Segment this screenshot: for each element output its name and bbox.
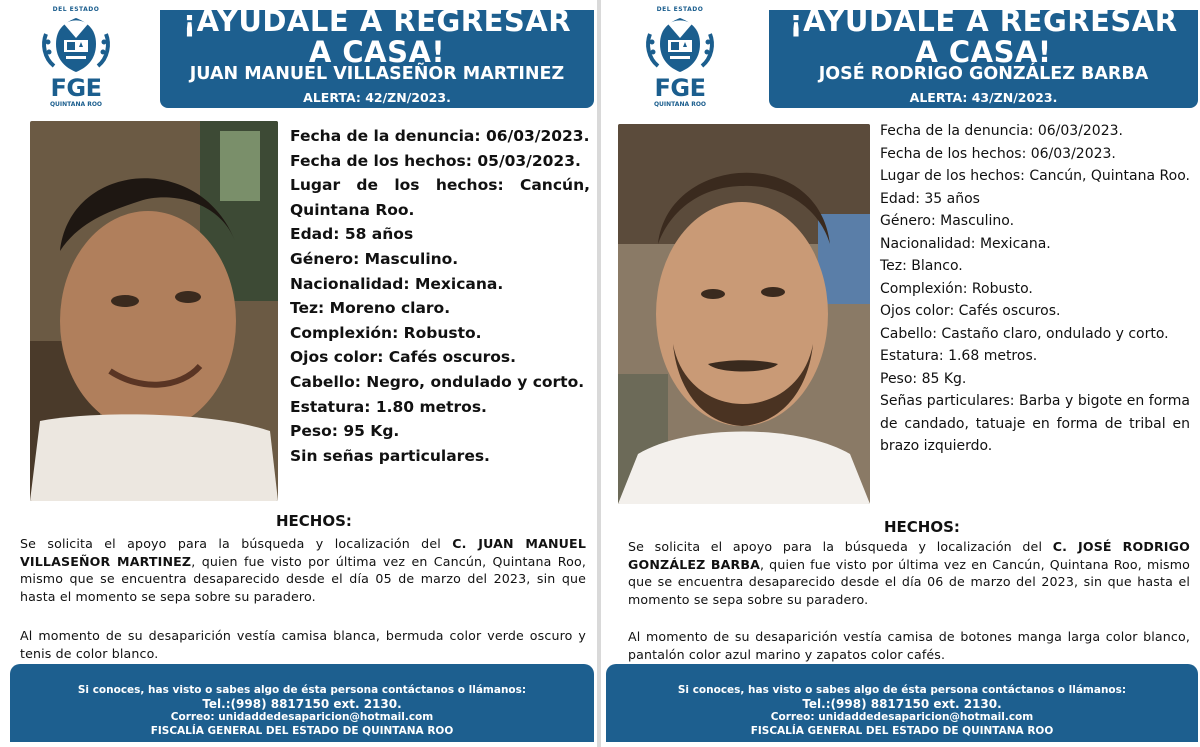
- hechos-heading: HECHOS:: [884, 518, 960, 536]
- detail-fecha-hechos: Fecha de los hechos: 06/03/2023.: [880, 145, 1116, 162]
- title-line-2: A CASA!: [308, 35, 446, 69]
- logo-abbreviation: FGE: [50, 74, 102, 102]
- person-name: JOSÉ RODRIGO GONZÁLEZ BARBA: [818, 64, 1149, 84]
- poster-header: [160, 4, 594, 108]
- logo-top-text: DEL ESTADO: [656, 6, 704, 13]
- detail-peso: Peso: 85 Kg.: [880, 370, 967, 387]
- hechos-paragraph-1: [20, 535, 586, 605]
- missing-person-poster-left: [0, 0, 594, 747]
- detail-fecha-hechos: Fecha de los hechos: 05/03/2023.: [290, 151, 581, 170]
- detail-cabello: Cabello: Negro, ondulado y corto.: [290, 372, 585, 391]
- detail-genero: Género: Masculino.: [880, 213, 1015, 229]
- hechos-paragraph-1: [628, 538, 1190, 608]
- detail-estatura: Estatura: 1.80 metros.: [290, 397, 487, 416]
- detail-fecha-denuncia: Fecha de la denuncia: 06/03/2023.: [880, 123, 1123, 139]
- detail-ojos: Ojos color: Cafés oscuros.: [880, 303, 1061, 319]
- missing-person-poster-right: [604, 0, 1198, 747]
- detail-tez: Tez: Moreno claro.: [290, 299, 451, 318]
- p1-person-name: C. JUAN MANUEL VILLASEÑOR MARTINEZ: [20, 536, 586, 569]
- title-line-1: ¡AYUDALE A REGRESAR: [182, 4, 572, 38]
- footer-call-to-action: Si conoces, has visto o sabes algo de ésta persona contáctanos o llámanos:: [677, 684, 1127, 696]
- title-line-2: A CASA!: [915, 35, 1052, 69]
- p1-text-b: , quien fue visto por última vez en Cancún, Quintana Roo, mismo que se encuentra desaparecido desde el día 05 de marzo del 2023, sin que hasta el momento se sepa sobre su paradero.: [20, 553, 586, 604]
- alert-number: ALERTA: 43/ZN/2023.: [909, 90, 1058, 105]
- detail-edad: Edad: 35 años: [880, 190, 980, 207]
- footer-call-to-action: Si conoces, has visto o sabes algo de ésta persona contáctanos o llámanos:: [77, 684, 527, 696]
- detail-edad: Edad: 58 años: [290, 225, 414, 244]
- fge-emblem-icon: [638, 14, 722, 76]
- person-details-list: [880, 120, 1190, 458]
- detail-nacionalidad: Nacionalidad: Mexicana.: [290, 274, 504, 293]
- footer-email: Correo: unidaddedesaparicion@hotmail.com: [170, 711, 434, 723]
- logo-top-text: DEL ESTADO: [52, 6, 100, 13]
- footer-phone: Tel.:(998) 8817150 ext. 2130.: [802, 696, 1002, 711]
- poster-title: [769, 6, 1198, 68]
- footer-email: Correo: unidaddedesaparicion@hotmail.com: [770, 711, 1034, 723]
- detail-complexion: Complexión: Robusto.: [290, 323, 482, 342]
- detail-lugar: Lugar de los hechos: Cancún, Quintana Roo.: [880, 168, 1190, 184]
- detail-nacionalidad: Nacionalidad: Mexicana.: [880, 235, 1051, 252]
- logo-abbreviation: FGE: [654, 74, 706, 102]
- poster-header: [769, 4, 1198, 108]
- detail-lugar: Lugar de los hechos: Cancún, Quintana Roo.: [290, 176, 590, 219]
- poster-divider: [597, 0, 601, 747]
- detail-estatura: Estatura: 1.68 metros.: [880, 348, 1038, 364]
- person-details-list: [290, 124, 590, 468]
- detail-senas: Señas particulares: Barba y bigote en forma de candado, tatuaje en forma de tribal en brazo izquierdo.: [880, 393, 1190, 454]
- p1-text-b: , quien fue visto por última vez en Cancún, Quintana Roo, mismo que se encuentra desaparecido desde el día 06 de marzo del 2023, sin que hasta el momento se sepa sobre su paradero.: [628, 556, 1190, 607]
- hechos-heading: HECHOS:: [276, 512, 352, 530]
- hechos-paragraph-2: Al momento de su desaparición vestía camisa de botones manga larga color blanco, pantalón color azul marino y zapatos color cafés.: [628, 629, 1190, 662]
- footer-phone: Tel.:(998) 8817150 ext. 2130.: [202, 696, 402, 711]
- p1-text-a: Se solicita el apoyo para la búsqueda y localización del: [20, 536, 453, 551]
- logo-state: QUINTANA ROO: [653, 101, 707, 108]
- detail-complexion: Complexión: Robusto.: [880, 280, 1033, 297]
- person-photo: [30, 121, 278, 501]
- detail-peso: Peso: 95 Kg.: [290, 422, 400, 441]
- fge-emblem-icon: [34, 14, 118, 76]
- detail-senas: Sin señas particulares.: [290, 446, 490, 465]
- fge-logo: [632, 6, 728, 108]
- p1-person-name: C. JOSÉ RODRIGO GONZÁLEZ BARBA: [628, 539, 1190, 572]
- detail-ojos: Ojos color: Cafés oscuros.: [290, 348, 517, 367]
- hechos-paragraph-2: Al momento de su desaparición vestía camisa blanca, bermuda color verde oscuro y tenis de color blanco.: [20, 628, 586, 661]
- detail-fecha-denuncia: Fecha de la denuncia: 06/03/2023.: [290, 127, 590, 145]
- poster-title: [160, 6, 594, 68]
- p1-text-a: Se solicita el apoyo para la búsqueda y localización del: [628, 539, 1053, 554]
- title-line-1: ¡AYUDALE A REGRESAR: [789, 4, 1178, 38]
- footer-agency: FISCALÍA GENERAL DEL ESTADO DE QUINTANA ROO: [750, 724, 1054, 737]
- alert-number: ALERTA: 42/ZN/2023.: [303, 90, 451, 105]
- person-photo: [618, 124, 870, 504]
- fge-logo: [28, 6, 124, 108]
- logo-state: QUINTANA ROO: [49, 101, 103, 108]
- detail-cabello: Cabello: Castaño claro, ondulado y corto.: [880, 325, 1169, 342]
- detail-genero: Género: Masculino.: [290, 249, 459, 268]
- footer-agency: FISCALÍA GENERAL DEL ESTADO DE QUINTANA ROO: [150, 724, 454, 737]
- detail-tez: Tez: Blanco.: [880, 258, 963, 274]
- person-name: JUAN MANUEL VILLASEÑOR MARTINEZ: [189, 64, 565, 84]
- contact-footer: [606, 664, 1198, 742]
- contact-footer: [10, 664, 594, 742]
